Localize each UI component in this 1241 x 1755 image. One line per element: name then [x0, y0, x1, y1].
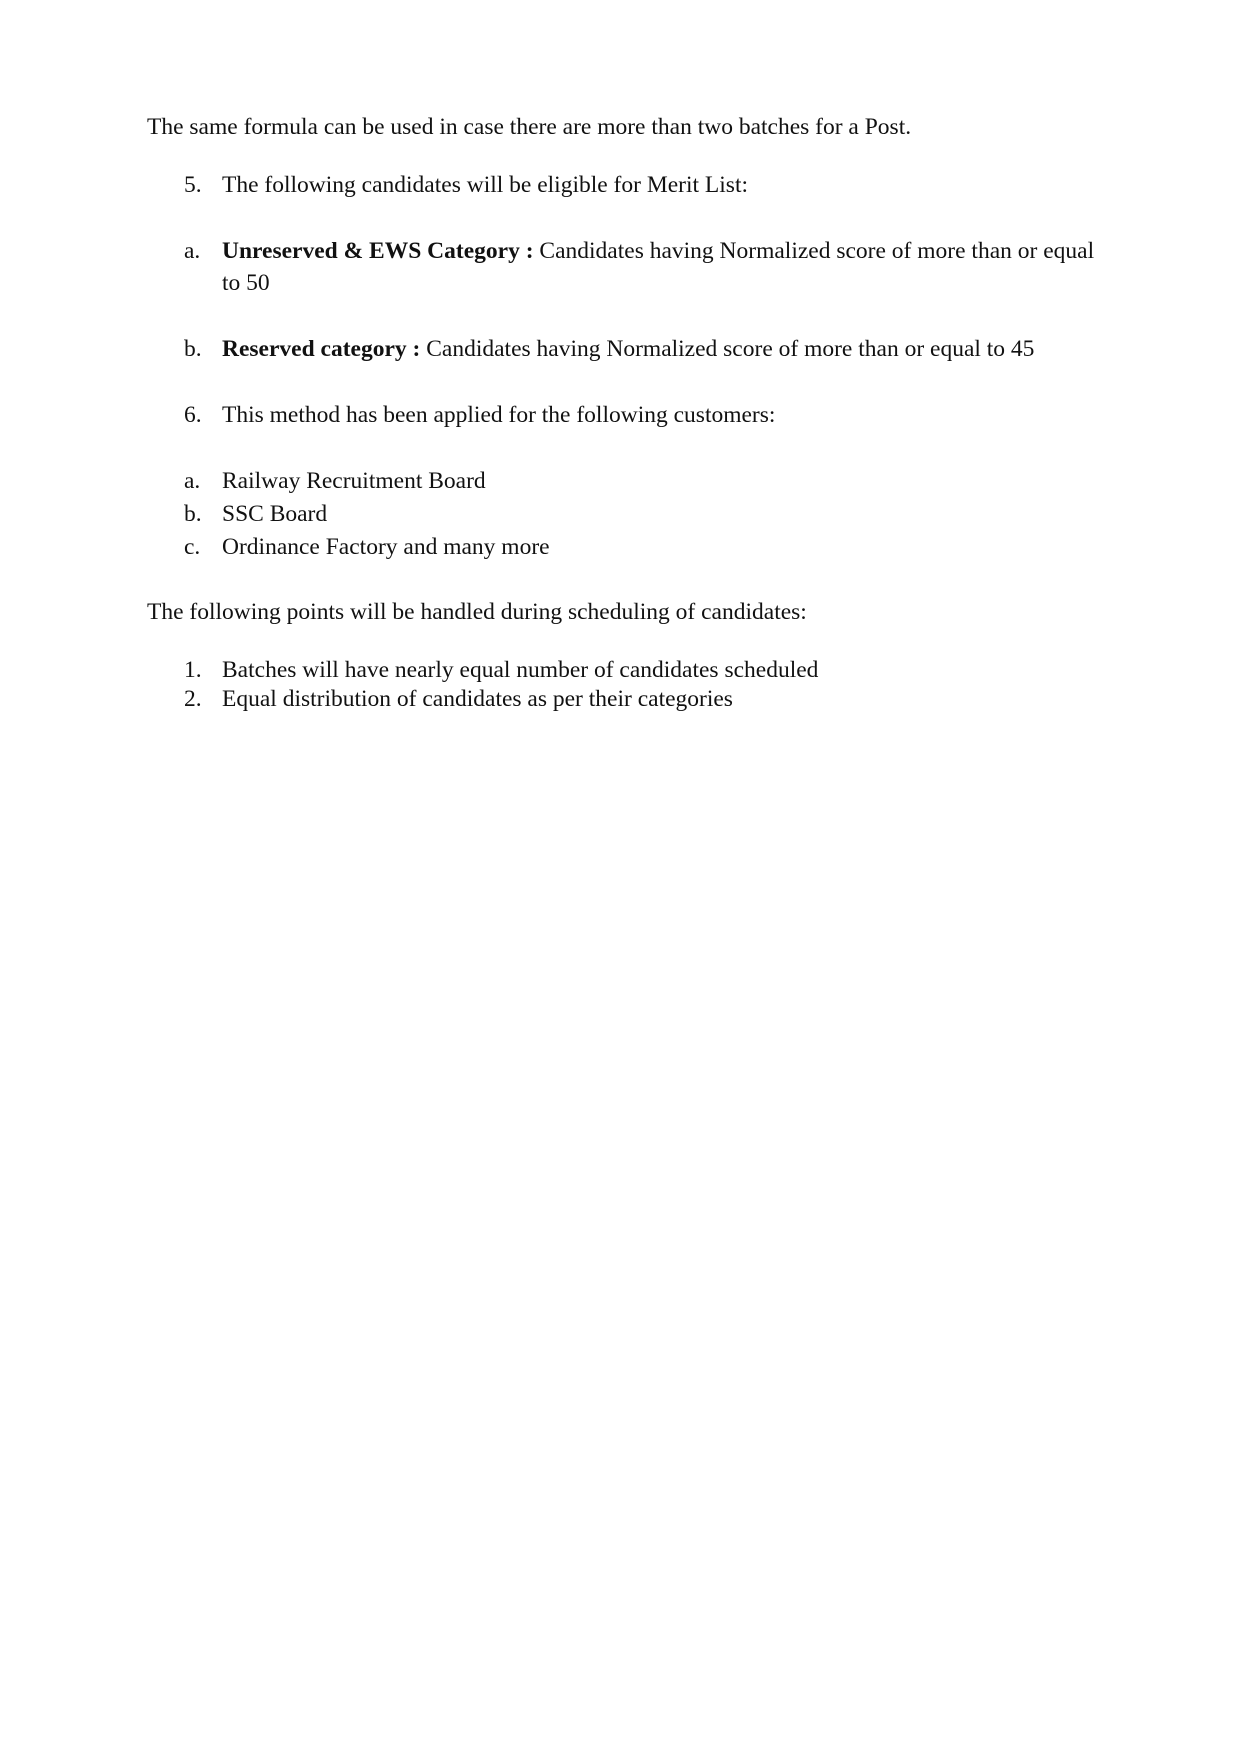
- list-marker: a.: [184, 468, 201, 494]
- scheduling-point: Batches will have nearly equal number of candidates scheduled: [222, 657, 819, 683]
- list-marker: b.: [184, 336, 202, 362]
- category-label: Reserved category :: [222, 336, 421, 362]
- scheduling-intro: The following points will be handled during scheduling of candidates:: [147, 599, 807, 625]
- scheduling-point: Equal distribution of candidates as per their categories: [222, 686, 733, 712]
- item-6-text: This method has been applied for the following customers:: [222, 402, 776, 428]
- list-marker: a.: [184, 238, 201, 264]
- list-marker: 2.: [184, 686, 202, 712]
- item-5-text: The following candidates will be eligible for Merit List:: [222, 172, 749, 198]
- list-marker: c.: [184, 534, 201, 560]
- intro-paragraph: The same formula can be used in case there are more than two batches for a Post.: [147, 114, 912, 140]
- list-marker: 1.: [184, 657, 202, 683]
- category-label: Unreserved & EWS Category :: [222, 238, 534, 264]
- item-5a-continuation: to 50: [222, 270, 270, 296]
- customer-item: Railway Recruitment Board: [222, 468, 486, 494]
- list-marker: 6.: [184, 402, 202, 428]
- list-marker: 5.: [184, 172, 202, 198]
- list-marker: b.: [184, 501, 202, 527]
- customer-item: SSC Board: [222, 501, 328, 527]
- customer-item: Ordinance Factory and many more: [222, 534, 550, 560]
- item-5b-text: Reserved category : Candidates having Normalized score of more than or equal to 45: [222, 336, 1035, 362]
- item-5a-text: Unreserved & EWS Category : Candidates having Normalized score of more than or equal: [222, 238, 1095, 264]
